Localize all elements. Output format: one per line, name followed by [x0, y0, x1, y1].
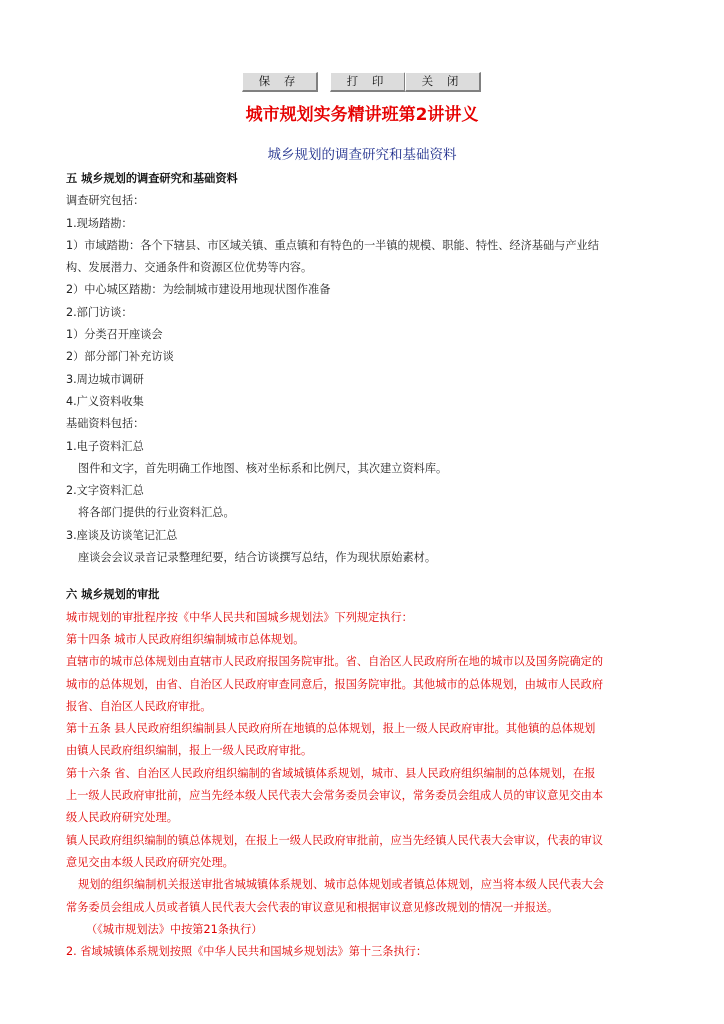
- text-line: 4.广义资料收集: [66, 394, 144, 408]
- text-line: （《城市规划法》中按第21条执行）: [86, 922, 263, 936]
- text-line: 城市的总体规划，由省、自治区人民政府审查同意后，报国务院审批。其他城市的总体规划，由城市人民政府: [66, 677, 604, 691]
- text-line: 报省、自治区人民政府审批。: [66, 699, 212, 713]
- text-line: 将各部门提供的行业资料汇总。: [78, 506, 235, 520]
- text-line: 级人民政府研究处理。: [66, 811, 178, 825]
- text-line: 第十五条 县人民政府组织编制县人民政府所在地镇的总体规划，报上一级人民政府审批。其他镇的总体规划: [66, 722, 596, 736]
- text-line: 调查研究包括：: [66, 194, 145, 208]
- text-line: 1）分类召开座谈会: [66, 328, 163, 342]
- text-line: 3.周边城市调研: [66, 372, 144, 386]
- save-button[interactable]: 保 存: [242, 72, 318, 92]
- section5-heading: 五 城乡规划的调查研究和基础资料: [66, 172, 238, 185]
- text-line: 由镇人民政府组织编制，报上一级人民政府审批。: [66, 744, 313, 758]
- text-line: 2）部分部门补充访谈: [66, 350, 174, 364]
- text-line: 1.电子资料汇总: [66, 439, 144, 453]
- text-line: 规划的组织编制机关报送审批省城城镇体系规划、城市总体规划或者镇总体规划，应当将本级人民代表大会: [78, 878, 604, 892]
- page-subtitle: 城乡规划的调查研究和基础资料: [267, 147, 457, 163]
- document-body: [66, 168, 660, 963]
- text-line: 直辖市的城市总体规划由直辖市人民政府报国务院审批。省、自治区人民政府所在地的城市以及国务院确定的: [66, 655, 604, 669]
- text-line: 常务委员会组成人员或者镇人民代表大会代表的审议意见和根据审议意见修改规划的情况一并报送。: [66, 900, 559, 914]
- toolbar: [0, 72, 724, 92]
- text-line: 1）市域踏勘：各个下辖县、市区域关镇、重点镇和有特色的一半镇的规模、职能、特性、经济基础与产业结: [66, 238, 599, 252]
- text-line: 第十六条 省、自治区人民政府组织编制的省域城镇体系规划，城市、县人民政府组织编制的总体规划，在报: [66, 766, 596, 780]
- print-button[interactable]: 打 印: [330, 72, 406, 92]
- text-line: 2. 省域城镇体系规划按照《中华人民共和国城乡规划法》第十三条执行：: [66, 945, 428, 959]
- text-line: 3.座谈及访谈笔记汇总: [66, 528, 178, 542]
- text-line: 基础资料包括：: [66, 417, 145, 431]
- section6-heading: 六 城乡规划的审批: [66, 588, 160, 602]
- text-line: 图件和文字，首先明确工作地图、核对坐标系和比例尺，其次建立资料库。: [78, 461, 448, 475]
- text-line: 2.文字资料汇总: [66, 484, 144, 498]
- text-line: 1.现场踏勘：: [66, 216, 133, 230]
- text-line: 座谈会会议录音记录整理纪要，结合访谈撰写总结，作为现状原始素材。: [78, 551, 437, 565]
- text-line: 第十四条 城市人民政府组织编制城市总体规划。: [66, 632, 305, 646]
- close-button[interactable]: 关 闭: [405, 72, 481, 92]
- text-line: 构、发展潜力、交通条件和资源区位优势等内容。: [66, 261, 313, 275]
- page-title: 城市规划实务精讲班第2讲讲义: [245, 105, 479, 125]
- text-line: 意见交由本级人民政府研究处理。: [66, 855, 234, 869]
- text-line: 2）中心城区踏勘：为绘制城市建设用地现状图作准备: [66, 283, 331, 297]
- text-line: 镇人民政府组织编制的镇总体规划，在报上一级人民政府审批前，应当先经镇人民代表大会审议，代表的审议: [66, 833, 604, 847]
- text-line: 上一级人民政府审批前，应当先经本级人民代表大会常务委员会审议，常务委员会组成人员的审议意见交由本: [66, 789, 604, 803]
- text-line: 2.部门访谈：: [66, 305, 133, 319]
- text-line: 城市规划的审批程序按《中华人民共和国城乡规划法》下列规定执行：: [66, 610, 413, 624]
